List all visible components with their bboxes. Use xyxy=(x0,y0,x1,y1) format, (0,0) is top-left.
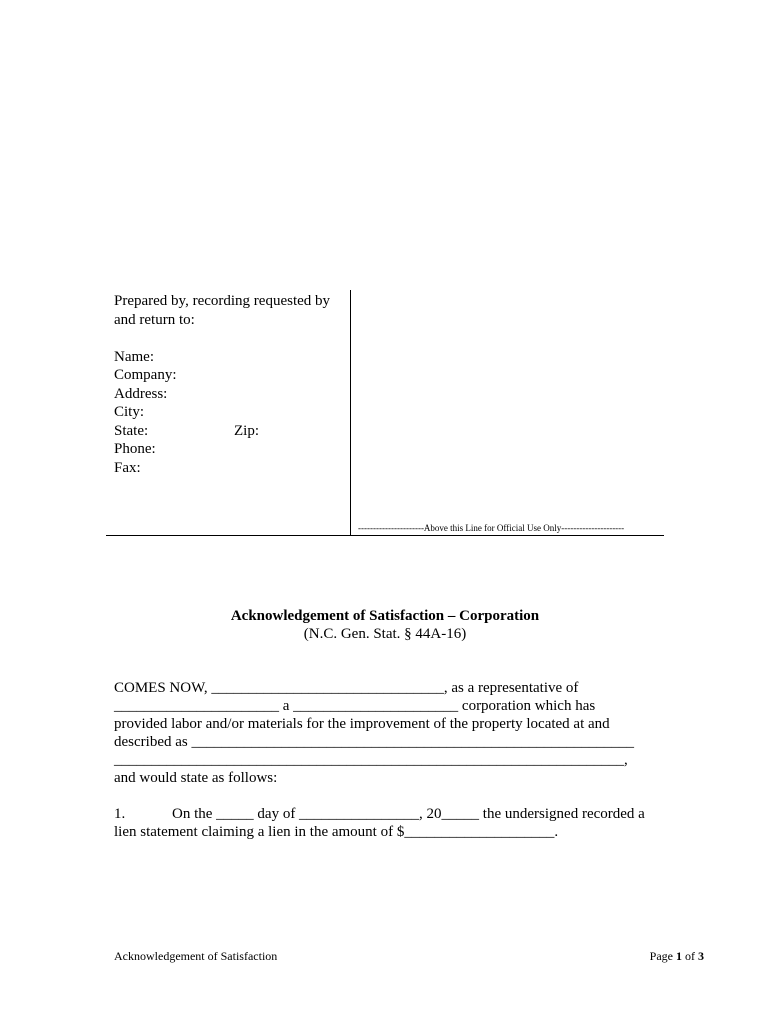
item-1-text: On the _____ day of ________________, 20_____ the undersigned recorded a xyxy=(172,806,645,822)
body-line: COMES NOW, _______________________________, as a representative of xyxy=(114,680,579,696)
name-label: Name: xyxy=(114,348,154,365)
item-1-number: 1. xyxy=(114,806,126,822)
page-number xyxy=(600,949,704,963)
company-label: Company: xyxy=(114,367,177,383)
fax-label: Fax: xyxy=(114,459,141,476)
document-title-block xyxy=(0,607,770,643)
state-zip-line xyxy=(114,422,350,441)
item-1-line2: lien statement claiming a lien in the amount of $____________________. xyxy=(114,824,559,840)
body-line: ______________________ a ______________________ corporation which has xyxy=(114,698,596,714)
document-title: Acknowledgement of Satisfaction – Corporation xyxy=(230,608,540,624)
body-line: and would state as follows: xyxy=(114,770,278,786)
return-to-block xyxy=(114,292,350,477)
zip-label: Zip: xyxy=(234,422,259,439)
official-use-notice: ----------------------Above this Line for Official Use Only--------------------- xyxy=(358,523,625,533)
phone-label: Phone: xyxy=(114,441,156,457)
prepared-by-line2: and return to: xyxy=(114,311,195,328)
page-current: 1 xyxy=(676,949,682,963)
prepared-by-line1: Prepared by, recording requested by xyxy=(114,293,331,309)
state-label: State: xyxy=(114,422,149,439)
footer-title: Acknowledgement of Satisfaction xyxy=(114,949,278,963)
paragraph-gap xyxy=(114,787,674,805)
recording-header-box xyxy=(106,290,664,536)
page-word: Page xyxy=(649,949,673,963)
spacer xyxy=(114,329,350,348)
page-total: 3 xyxy=(698,949,704,963)
item-1-line1 xyxy=(114,805,674,823)
body-line: ____________________________________________________________________, xyxy=(114,752,628,768)
body-line: described as ___________________________________________________________ xyxy=(114,734,634,750)
body-line: provided labor and/or materials for the improvement of the property located at and xyxy=(114,716,610,732)
of-word: of xyxy=(685,949,695,963)
header-vertical-divider xyxy=(350,290,351,535)
address-label: Address: xyxy=(114,385,168,402)
statute-reference: (N.C. Gen. Stat. § 44A-16) xyxy=(303,626,467,642)
city-label: City: xyxy=(114,404,145,420)
document-body xyxy=(114,679,674,841)
